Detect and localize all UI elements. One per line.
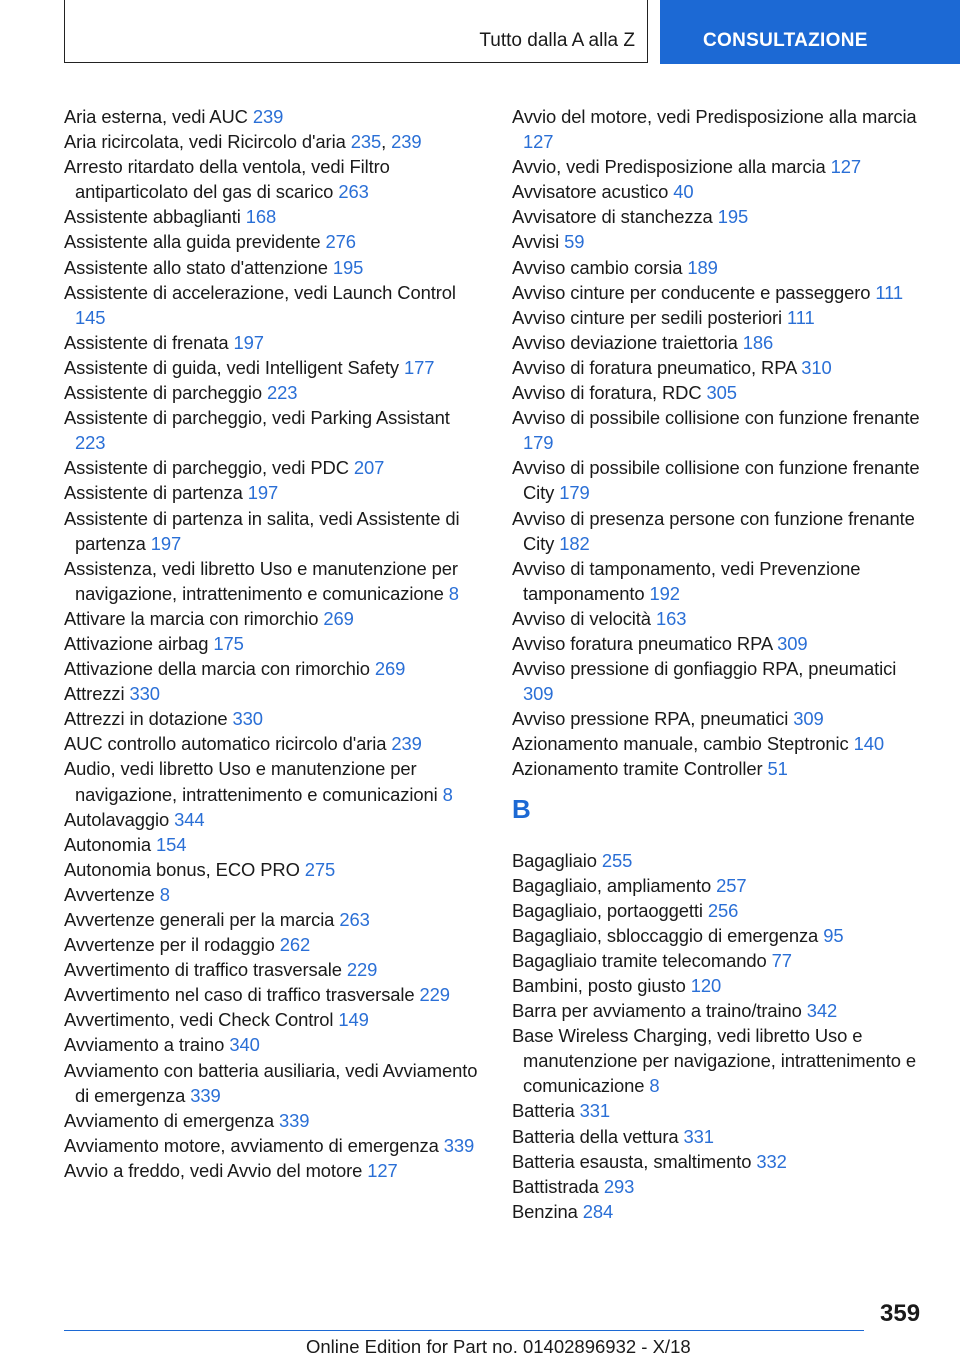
index-term: Avvio del motore, vedi Predisposizione alla marcia (512, 106, 917, 127)
footer-edition-text: Online Edition for Part no. 01402896932 - X/18 (306, 1336, 691, 1357)
index-term: Assistente alla guida previdente (64, 231, 326, 253)
index-entry (512, 255, 922, 280)
page-link[interactable]: 284 (582, 1200, 614, 1222)
index-term: Assistente di parcheggio, vedi PDC (64, 457, 354, 479)
index-entry (512, 973, 922, 998)
index-term: AUC controllo automatico ricircolo d'aria (64, 733, 392, 755)
index-term: Azionamento tramite Controller (512, 758, 768, 780)
page-link[interactable]: 263 (338, 181, 369, 203)
page-link[interactable]: 256 (707, 899, 739, 921)
page-link[interactable]: 269 (323, 607, 354, 629)
page-link[interactable]: 235 (350, 131, 382, 153)
index-entry (512, 898, 922, 923)
index-entry (64, 957, 484, 982)
page-link[interactable]: 275 (304, 858, 336, 880)
index-entry (512, 154, 922, 179)
index-entry (64, 556, 484, 606)
index-entry (64, 982, 484, 1007)
index-term: Assistente di parcheggio (64, 382, 267, 404)
index-entry (512, 355, 922, 380)
index-entry (64, 1158, 484, 1183)
index-term: Bagagliaio tramite telecomando (512, 949, 772, 971)
index-entry (64, 756, 484, 806)
index-entry (512, 756, 922, 781)
index-entry (64, 506, 484, 556)
index-entry (64, 631, 484, 656)
index-entry (64, 681, 484, 706)
index-entry (64, 1133, 484, 1158)
index-entry (512, 1149, 922, 1174)
page-link[interactable]: 309 (793, 708, 824, 730)
index-term: Avvisi (512, 231, 565, 253)
page-link[interactable]: 339 (190, 1084, 221, 1106)
index-entry (512, 873, 922, 898)
index-term: Avvertimento di traffico trasversale (64, 959, 347, 981)
index-entry (64, 480, 484, 505)
page-link[interactable]: 149 (338, 1009, 369, 1031)
index-term: Batteria esausta, smaltimento (512, 1150, 757, 1172)
footer-divider (64, 1330, 864, 1331)
index-term: Bagagliaio (512, 849, 602, 871)
page-link[interactable]: 168 (245, 206, 277, 228)
page-link[interactable]: 344 (174, 808, 205, 830)
index-term: Assistente di frenata (64, 331, 234, 353)
index-term: Assistente di partenza in salita, vedi Assistente di partenza (64, 507, 460, 554)
index-term: Avviso di possibile collisione con funzione frenante (512, 407, 920, 429)
index-entry (64, 1108, 484, 1133)
index-entry (64, 857, 484, 882)
index-term: Avvertimento nel caso di traffico trasversale (64, 984, 420, 1006)
index-term: Attrezzi (64, 683, 130, 705)
index-term: Avviso di possibile collisione con funzione frenante City (512, 457, 920, 504)
index-term: Attivazione airbag (64, 632, 214, 654)
index-entry (512, 1124, 922, 1149)
page-link[interactable]: 269 (374, 658, 406, 680)
index-entry (64, 706, 484, 731)
index-entry (64, 882, 484, 907)
page-link[interactable]: 207 (353, 457, 385, 479)
index-entry (512, 706, 922, 731)
index-term: Base Wireless Charging, vedi libretto Uso e manutenzione per navigazione, intrattenimento e comunicazione (512, 1025, 916, 1097)
index-term: Aria ricircolata, vedi Ricircolo d'aria (64, 131, 351, 153)
index-term: Avviamento a traino (64, 1034, 230, 1056)
page-link[interactable]: 239 (252, 106, 284, 127)
index-term: Avvio, vedi Predisposizione alla marcia (512, 156, 831, 178)
index-entry (512, 305, 922, 330)
index-entry (64, 832, 484, 857)
index-term: Avviso di foratura pneumatico, RPA (512, 356, 802, 378)
page-link[interactable]: 263 (339, 909, 370, 930)
page-link[interactable]: 197 (247, 482, 279, 504)
index-entry (512, 656, 922, 706)
page-link[interactable]: 305 (706, 382, 737, 404)
index-entry (512, 455, 922, 505)
index-term: Attrezzi in dotazione (64, 708, 233, 730)
index-entry (512, 848, 922, 873)
index-entry (64, 330, 484, 355)
index-entry (64, 280, 484, 330)
index-entry (64, 807, 484, 832)
page-link[interactable]: 179 (559, 482, 590, 504)
page-link[interactable]: 309 (777, 632, 808, 654)
index-entry (512, 506, 922, 556)
page-link[interactable]: 51 (767, 758, 788, 780)
index-term: Audio, vedi libretto Uso e manutenzione per navigazione, intrattenimento e comunicazioni (64, 758, 443, 805)
index-term: Assistente allo stato d'attenzione (64, 256, 333, 278)
index-entry (512, 405, 922, 455)
page-link[interactable]: 339 (279, 1109, 310, 1131)
index-entry (512, 330, 922, 355)
index-column-left (64, 104, 484, 1183)
index-term: Assistente di guida, vedi Intelligent Safety (64, 356, 405, 378)
index-term: Autolavaggio (64, 808, 175, 830)
page-link[interactable]: 197 (150, 532, 182, 554)
page-link[interactable]: 140 (853, 733, 885, 755)
index-term: Avviso di velocità (512, 607, 656, 629)
index-entry (64, 204, 484, 229)
index-term: Aria esterna, vedi AUC (64, 106, 253, 127)
index-entry (64, 355, 484, 380)
index-entry (512, 380, 922, 405)
index-term: Assistente di partenza (64, 482, 248, 504)
index-term: Arresto ritardato della ventola, vedi Filtro antiparticolato del gas di scarico (64, 156, 390, 203)
index-entry (512, 998, 922, 1023)
page-link[interactable]: 340 (229, 1034, 260, 1056)
page-link[interactable]: 186 (742, 331, 774, 353)
index-entry (64, 1032, 484, 1057)
index-entry: Aria ricircolata, vedi Ricircolo d'aria 235, 239 (64, 131, 422, 153)
index-term: Assistente di accelerazione, vedi Launch Control (64, 281, 456, 303)
index-term: Attivare la marcia con rimorchio (64, 607, 324, 629)
tab-consultazione[interactable] (660, 0, 960, 64)
index-term: Avviso cinture per conducente e passeggero (512, 281, 876, 303)
page-link[interactable]: 111 (875, 281, 904, 303)
index-term: Avviamento con batteria ausiliaria, vedi Avviamento di emergenza (64, 1059, 478, 1106)
page-link[interactable]: 177 (404, 356, 435, 378)
index-term: Avviso pressione RPA, pneumatici (512, 708, 794, 730)
index-entry (512, 948, 922, 973)
index-entry (512, 556, 922, 606)
index-entry (64, 104, 484, 129)
page-link[interactable]: 127 (830, 156, 862, 178)
page-link[interactable]: 330 (129, 683, 160, 705)
index-entry (512, 1098, 922, 1123)
index-entry (64, 255, 484, 280)
index-column-right (512, 104, 922, 1224)
index-term: Avviso foratura pneumatico RPA (512, 632, 778, 654)
index-term: Avviso di presenza persone con funzione frenante City (512, 507, 915, 554)
index-term: Avviamento di emergenza (64, 1109, 280, 1131)
index-entry (512, 280, 922, 305)
index-term: Avviso pressione di gonfiaggio RPA, pneumatici (512, 658, 897, 680)
index-entry (512, 631, 922, 656)
index-term: Avviso cinture per sedili posteriori (512, 306, 788, 328)
index-term: Bagagliaio, sbloccaggio di emergenza (512, 924, 824, 946)
index-entry (64, 907, 484, 932)
index-term: Assistenza, vedi libretto Uso e manutenzione per navigazione, intrattenimento e comunicazione (64, 557, 458, 604)
page-link[interactable]: 195 (332, 256, 364, 278)
index-term: Assistente di parcheggio, vedi Parking Assistant (64, 407, 450, 429)
index-term: Avviso deviazione traiettoria (512, 331, 743, 353)
index-term: Bambini, posto giusto (512, 975, 691, 996)
index-term: Avvertenze per il rodaggio (64, 934, 280, 956)
index-term: Benzina (512, 1200, 583, 1222)
page-link[interactable]: 189 (687, 256, 718, 278)
page-link[interactable]: 197 (233, 331, 264, 353)
index-term: Attivazione della marcia con rimorchio (64, 658, 375, 680)
header-frame (64, 0, 648, 63)
index-term: Autonomia bonus, ECO PRO (64, 858, 305, 880)
index-entry (512, 731, 922, 756)
page-link[interactable]: 175 (213, 632, 244, 654)
page-link[interactable]: 195 (717, 206, 749, 228)
index-term: Battistrada (512, 1175, 604, 1197)
page-link[interactable]: 77 (771, 949, 792, 971)
section-title: Tutto dalla A alla Z (479, 30, 635, 51)
page-link[interactable]: 262 (279, 934, 311, 956)
page-link[interactable]: 8 (442, 783, 453, 805)
page-link[interactable]: 257 (716, 874, 747, 896)
page-link[interactable]: 182 (559, 532, 590, 554)
page-link[interactable]: 154 (156, 833, 187, 855)
index-term: Batteria della vettura (512, 1125, 684, 1147)
index-term: Barra per avviamento a traino/traino (512, 1000, 807, 1022)
index-entry (512, 1023, 922, 1098)
index-term: Avvertenze generali per la marcia (64, 909, 340, 930)
index-entry (64, 154, 484, 204)
index-entry (64, 405, 484, 455)
index-entry (512, 923, 922, 948)
section-letter: B (512, 793, 531, 824)
page-link[interactable]: 330 (232, 708, 263, 730)
index-entry (64, 1058, 484, 1108)
page-link[interactable]: 223 (267, 382, 298, 404)
page-link[interactable]: 339 (443, 1134, 475, 1156)
index-entry (64, 731, 484, 756)
index-entry (512, 229, 922, 254)
page-link[interactable]: 179 (523, 432, 554, 454)
page-link[interactable]: 332 (756, 1150, 787, 1172)
index-entry (512, 1174, 922, 1199)
page-link[interactable]: 95 (823, 924, 844, 946)
page-link[interactable]: 145 (75, 306, 106, 328)
index-term: Avviso di foratura, RDC (512, 382, 707, 404)
index-entry (512, 606, 922, 631)
index-term: Avvertenze (64, 883, 160, 905)
page-link[interactable]: 163 (655, 607, 687, 629)
index-term: Avviso cambio corsia (512, 256, 688, 278)
page-link[interactable]: 293 (603, 1175, 635, 1197)
page-link[interactable]: 192 (649, 582, 680, 604)
index-term: Avviamento motore, avviamento di emergenza (64, 1134, 444, 1156)
page-link[interactable]: 276 (325, 231, 356, 253)
page-link[interactable]: 120 (690, 975, 722, 996)
page-link[interactable]: 127 (523, 131, 554, 153)
page-link[interactable]: 127 (367, 1159, 398, 1181)
page-link[interactable]: 342 (806, 1000, 838, 1022)
index-term: Azionamento manuale, cambio Steptronic (512, 733, 854, 755)
page-link[interactable]: 8 (448, 582, 459, 604)
index-entry (64, 455, 484, 480)
index-entry (512, 1199, 922, 1224)
page-link[interactable]: 255 (601, 849, 633, 871)
page-link[interactable]: 331 (683, 1125, 714, 1147)
index-term: Batteria (512, 1100, 580, 1122)
page-link[interactable]: 229 (346, 959, 378, 981)
index-term: Autonomia (64, 833, 157, 855)
page-link[interactable]: 59 (564, 231, 585, 253)
page-link[interactable]: 223 (75, 432, 106, 454)
page-link[interactable]: 8 (159, 883, 170, 905)
index-entry (64, 932, 484, 957)
index-term: Bagagliaio, portaoggetti (512, 899, 708, 921)
index-term: Avvisatore acustico (512, 181, 674, 203)
index-entry (64, 1007, 484, 1032)
page-link[interactable]: 310 (801, 356, 832, 378)
index-entry (64, 229, 484, 254)
index-term: Avvisatore di stanchezza (512, 206, 718, 228)
index-entry (512, 104, 922, 154)
page-link[interactable]: 309 (523, 683, 554, 705)
page-link[interactable]: 40 (673, 181, 694, 203)
page-number: 359 (880, 1300, 921, 1327)
index-term: Avvio a freddo, vedi Avvio del motore (64, 1159, 368, 1181)
index-term: Bagagliaio, ampliamento (512, 874, 717, 896)
index-term: Assistente abbaglianti (64, 206, 246, 228)
page-link[interactable]: 8 (649, 1075, 660, 1097)
tab-label: CONSULTAZIONE (703, 30, 868, 51)
page-link[interactable]: 111 (787, 306, 815, 328)
index-term: Avviso di tamponamento, vedi Prevenzione tamponamento (512, 557, 861, 604)
page-link[interactable]: 331 (579, 1100, 610, 1122)
index-term: Avvertimento, vedi Check Control (64, 1009, 339, 1031)
page-link[interactable]: 239 (391, 733, 422, 755)
index-entry (64, 380, 484, 405)
index-entry (512, 204, 922, 229)
page-link[interactable]: 229 (419, 984, 450, 1006)
page-link[interactable]: 239 (391, 131, 422, 153)
index-entry (512, 179, 922, 204)
index-entry (64, 606, 484, 631)
index-entry (64, 656, 484, 681)
